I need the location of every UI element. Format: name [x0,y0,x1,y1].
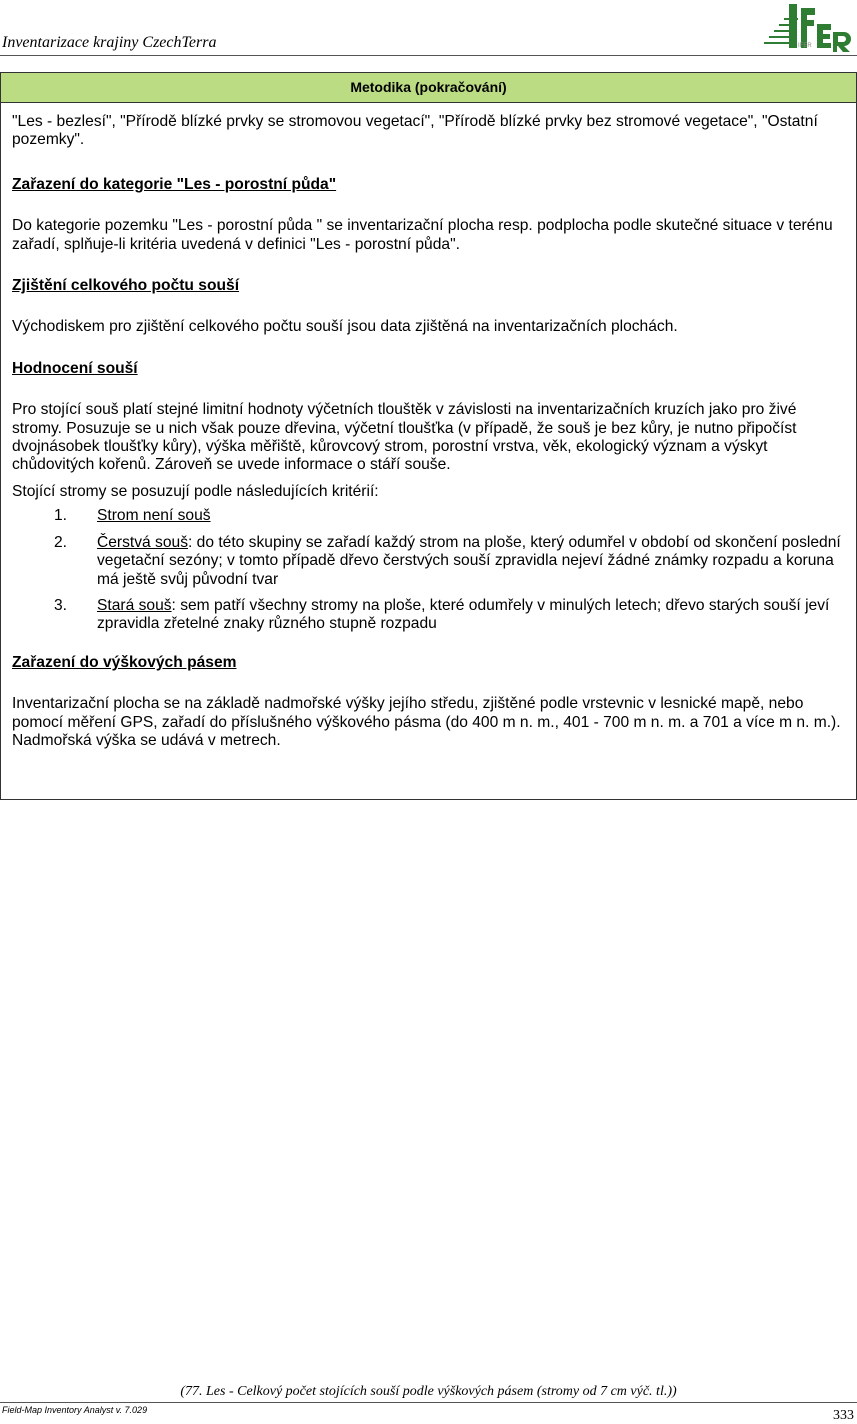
intro-text: "Les - bezlesí", "Přírodě blízké prvky se stromovou vegetací", "Přírodě blízké prvky bez stromové vegetace", "Ostatní pozemky". [12,113,818,149]
logo-text: IFER [798,43,812,49]
criteria-term: Strom není souš [97,507,211,525]
heading-forest-category: Zařazení do kategorie "Les - porostní půda" [12,175,337,193]
criteria-item [12,507,846,525]
methodology-box [0,72,857,800]
figure-caption: (77. Les - Celkový počet stojících souší podle výškových pásem (stromy od 7 cm výč. tl.)) [180,1384,677,1399]
criteria-number: 2. [54,533,68,551]
criteria-item [12,597,846,634]
footer-software-version: Field-Map Inventory Analyst v. 7.029 [2,1405,148,1415]
methodology-title: Metodika (pokračování) [1,73,856,103]
document-header-title: Inventarizace krajiny CzechTerra [2,34,217,51]
header-divider [0,55,857,56]
criteria-number: 3. [54,596,68,614]
criteria-number: 1. [54,507,68,525]
text-total-snags: Východiskem pro zjištění celkového počtu souší jsou data zjištěná na inventarizačních plochách. [12,318,678,336]
criteria-term: Stará souš [97,596,172,614]
text-altitude-zones: Inventarizační plocha se na základě nadmořské výšky jejího středu, zjištěné podle vrstevnic v lesnické mapě, nebo pomocí měření GPS, zařadí do příslušného výškového pásma (do 400 m n. m., 401 - 700 m n. m. a 701 a více m n. m.). Nadmořská výška se udává v metrech. [12,695,841,749]
text-snag-evaluation: Pro stojící souš platí stejné limitní hodnoty výčetních tlouštěk v závislosti na inventarizačních kruzích jako pro živé stromy. Posuzuje se u nich však pouze dřevina, výčetní tloušťka (v případě, že souš je bez kůry, je nutno připočíst dvojnásobek tloušťky kůry), výška měřiště, kůrovcový strom, porostní vrstva, věk, ekologický význam a výskyt chůdovitých kořenů. Zároveň se uvede informace o stáří souše. [12,401,797,474]
text-forest-category: Do kategorie pozemku "Les - porostní půda " se inventarizační plocha resp. podplocha podle skutečné situace v terénu zařadí, splňuje-li kritéria uvedená v definici "Les - porostní půda". [12,217,833,253]
footer-divider [0,1402,857,1403]
criteria-list [12,507,846,633]
criteria-term: Čerstvá souš [97,533,188,551]
criteria-item [12,534,846,589]
text-criteria-intro: Stojící stromy se posuzují podle následujících kritérií: [12,482,379,500]
criteria-description: : do této skupiny se zařadí každý strom na ploše, který odumřel v období od skončení poslední vegetační sezóny; v tomto případě dřevo čerstvých souší zpravidla nejeví žádné známky rozpadu a koruna má ještě svůj původní tvar [97,533,841,588]
page-number: 333 [833,1408,854,1423]
heading-total-snags: Zjištění celkového počtu souší [12,277,240,295]
ifer-logo [760,2,854,52]
heading-altitude-zones: Zařazení do výškových pásem [12,653,237,671]
heading-snag-evaluation: Hodnocení souší [12,359,138,377]
criteria-description: : sem patří všechny stromy na ploše, které odumřely v minulých letech; dřevo starých souší jeví zpravidla zřetelné znaky různého stupně rozpadu [97,596,830,633]
